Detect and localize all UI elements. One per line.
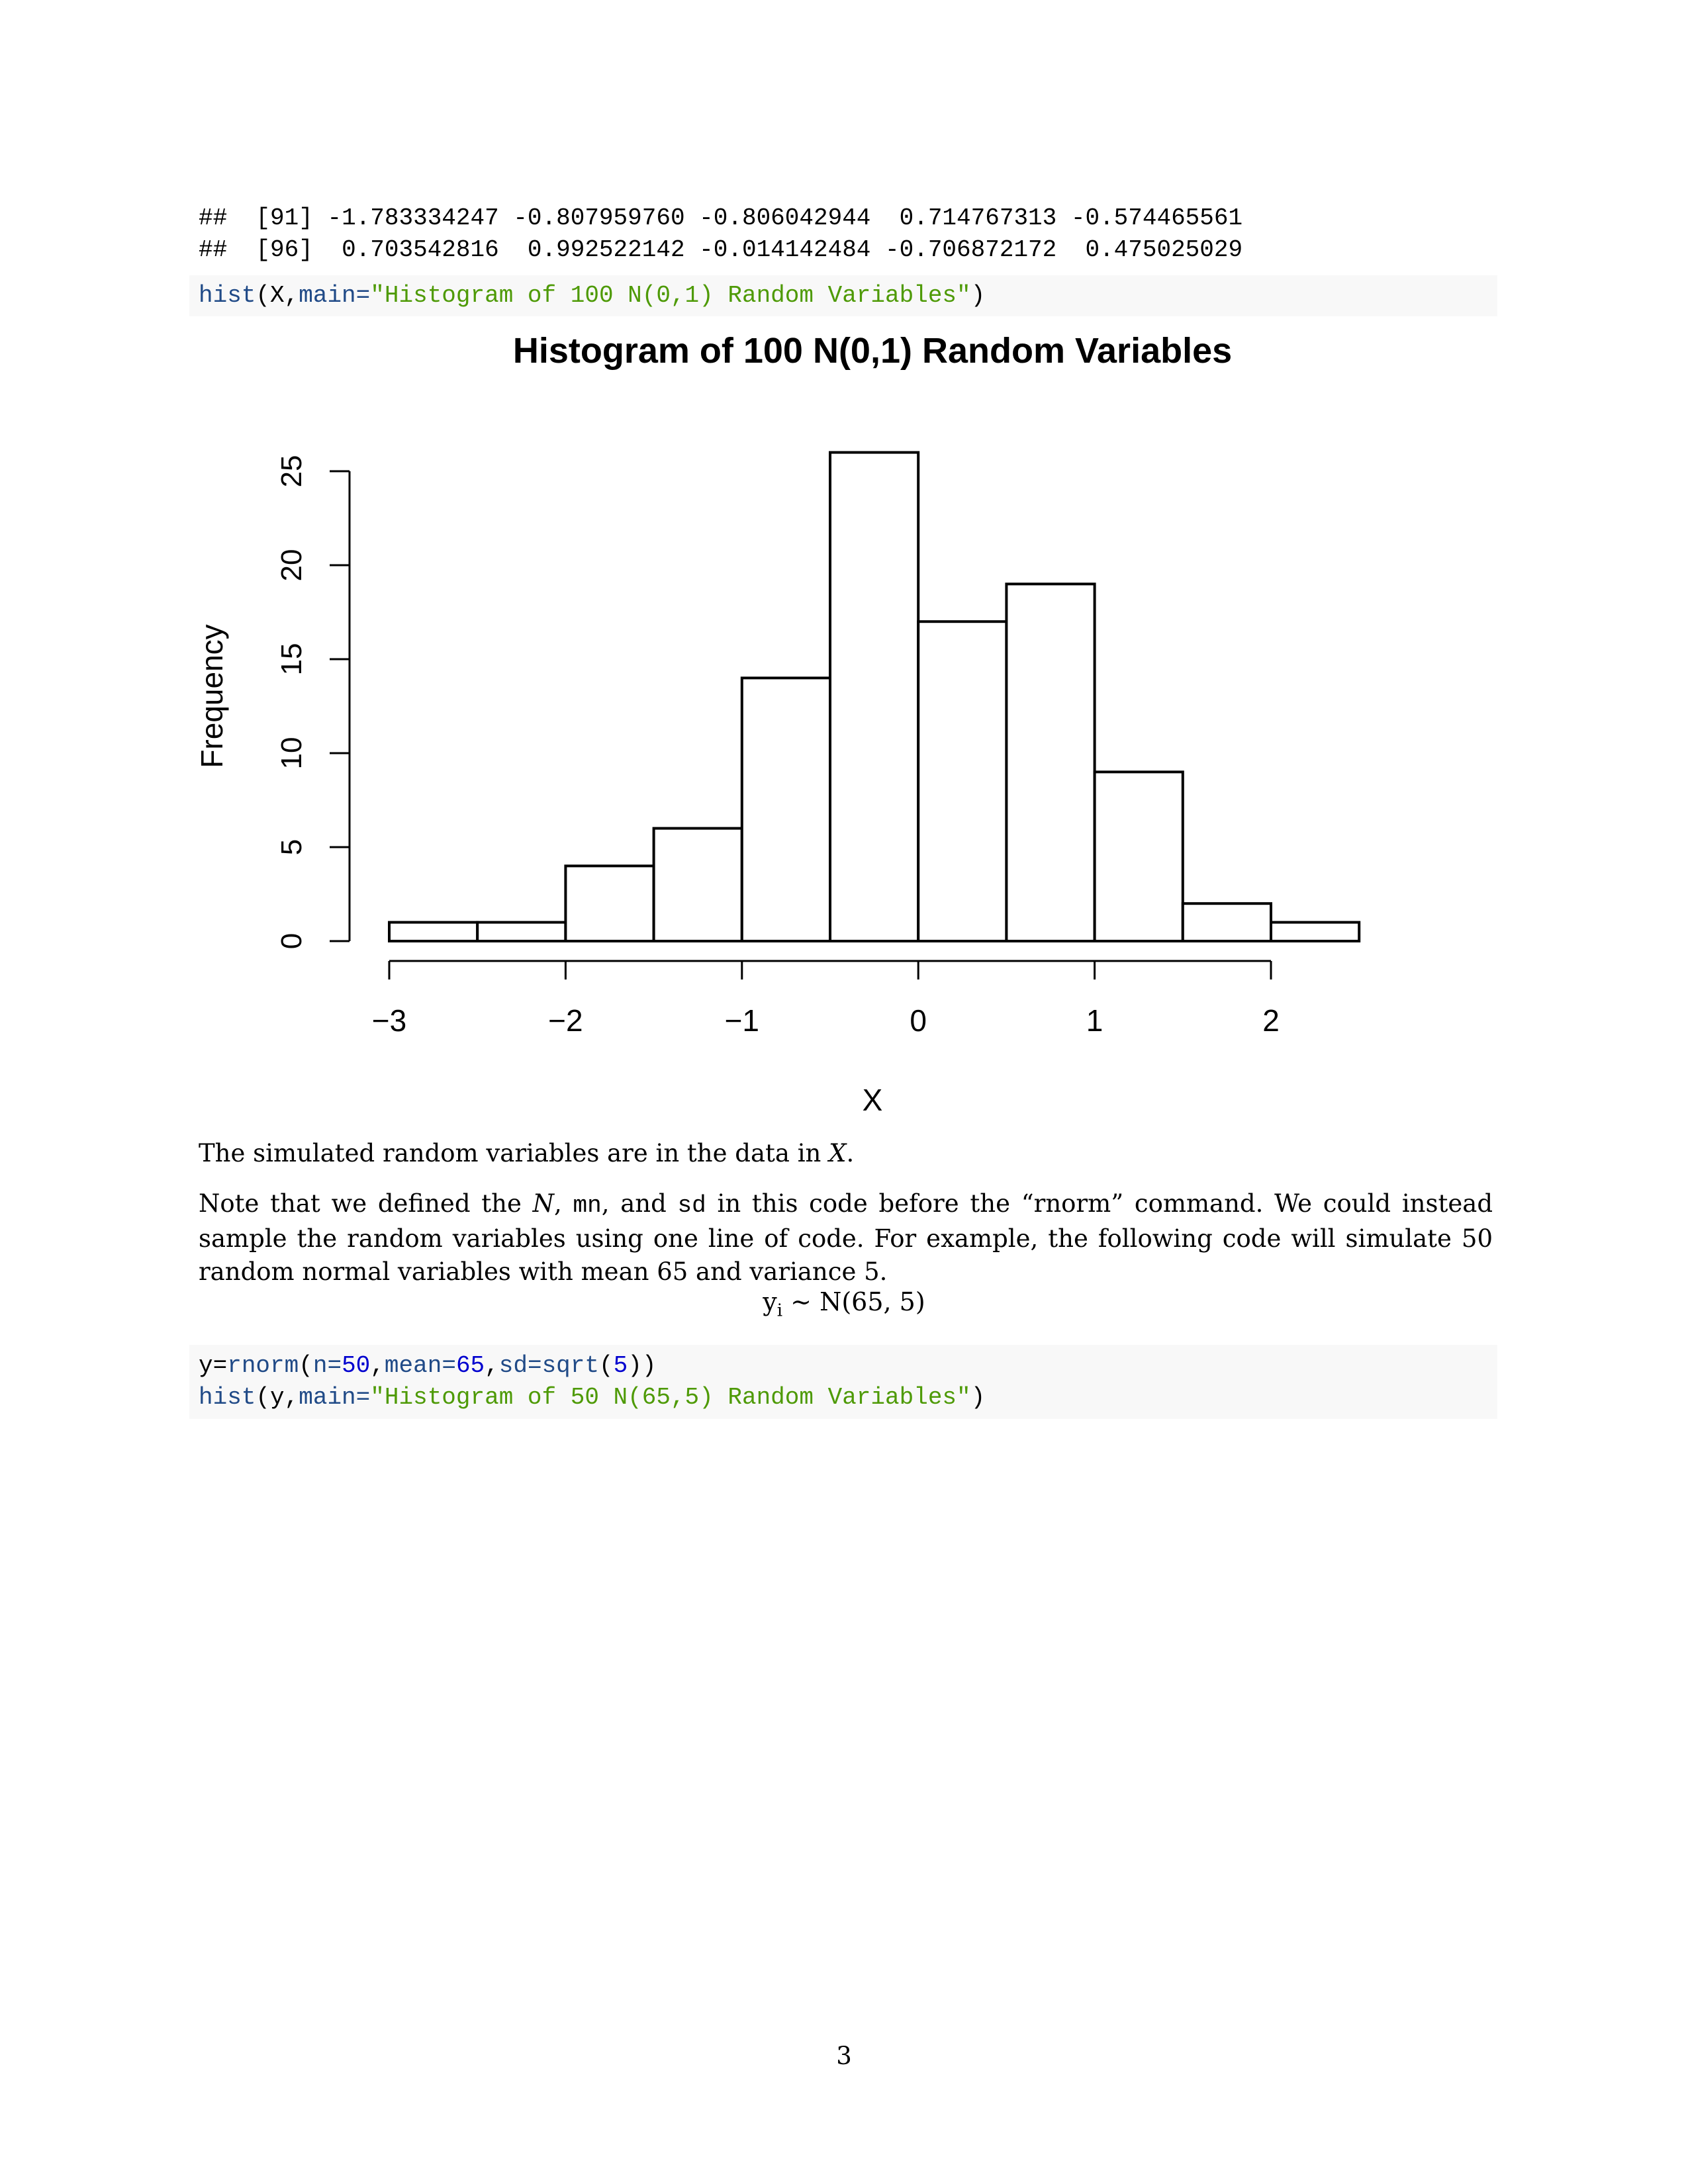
math-arguments: (65, 5) (841, 1287, 925, 1316)
code-keyword-arg: mean= (384, 1352, 456, 1379)
code-assignment: y= (199, 1352, 228, 1379)
code-keyword-arg: main= (299, 1384, 371, 1411)
y-tick-label-5: 5 (275, 839, 308, 856)
output-values: -1.783334247 -0.807959760 -0.806042944 0.714767313 -0.574465561 (327, 205, 1243, 232)
code-paren: ( (256, 282, 271, 309)
code-argument: y, (270, 1384, 299, 1411)
y-tick-label-0: 0 (275, 933, 308, 950)
output-prefix: ## (199, 236, 228, 263)
histogram-bar-6 (918, 621, 1006, 941)
code-paren: ) (970, 282, 986, 309)
code-string: "Histogram of 100 N(0,1) Random Variables" (370, 282, 971, 309)
paragraph-text: , (553, 1189, 573, 1218)
histogram-bars (389, 453, 1359, 941)
histogram-bar-0 (389, 923, 477, 941)
page-number: 3 (836, 2042, 852, 2070)
code-paren: )) (628, 1352, 657, 1379)
output-values: 0.703542816 0.992522142 -0.014142484 -0.706872172 0.475025029 (327, 236, 1243, 263)
math-variable: X (829, 1139, 847, 1167)
code-string: "Histogram of 50 N(65,5) Random Variables" (370, 1384, 971, 1411)
output-index: [91] (256, 205, 313, 232)
x-tick-label-1: −2 (548, 1003, 583, 1038)
code-function: hist (199, 282, 256, 309)
histogram-bar-5 (830, 453, 918, 941)
y-axis (275, 455, 350, 950)
histogram-bar-2 (565, 866, 653, 941)
histogram-bar-4 (742, 678, 830, 941)
math-variable: N (820, 1287, 842, 1316)
code-paren: ( (256, 1384, 271, 1411)
paragraph-note (199, 1187, 1493, 1289)
code-keyword-arg: n= (312, 1352, 342, 1379)
code-argument: X, (270, 282, 299, 309)
equation (0, 1287, 1688, 1321)
code-comma: , (485, 1352, 499, 1379)
code-paren: ( (299, 1352, 313, 1379)
histogram-bar-3 (654, 829, 742, 941)
histogram-bar-9 (1183, 903, 1271, 941)
chart-title: Histogram of 100 N(0,1) Random Variables (512, 331, 1233, 371)
code-line (199, 1382, 1497, 1414)
paragraph-text: in this code before the “rnorm” command. We could instead sample the random variables using one line of code. For example, the following code will simulate 50 random normal variables with mean 65 and variance 5. (199, 1189, 1493, 1286)
code-keyword-arg: sd= (498, 1352, 542, 1379)
y-axis-label: Frequency (195, 624, 229, 768)
paragraph-text: Note that we defined the (199, 1189, 533, 1218)
x-tick-label-3: 0 (910, 1003, 927, 1038)
paragraph-text: The simulated random variables are in the data in (199, 1139, 829, 1167)
histogram-bar-8 (1095, 772, 1183, 941)
inline-code: sd (677, 1192, 706, 1219)
paragraph-simulated-variables (199, 1137, 1493, 1170)
y-tick-label-20: 20 (275, 549, 308, 582)
code-paren: ( (599, 1352, 614, 1379)
code-function: rnorm (227, 1352, 299, 1379)
x-tick-label-0: −3 (371, 1003, 407, 1038)
histogram-bar-1 (477, 923, 565, 941)
math-subscript: i (776, 1300, 783, 1321)
code-paren: ) (970, 1384, 986, 1411)
code-block-rnorm (189, 1345, 1497, 1419)
y-tick-label-10: 10 (275, 737, 308, 770)
code-keyword-arg: main= (299, 282, 371, 309)
paragraph-text: , and (601, 1189, 678, 1218)
math-variable: y (763, 1287, 777, 1316)
histogram-bar-7 (1006, 584, 1094, 941)
y-tick-label-25: 25 (275, 455, 308, 488)
x-tick-label-2: −1 (724, 1003, 760, 1038)
y-tick-label-15: 15 (275, 643, 308, 676)
output-prefix: ## (199, 205, 228, 232)
code-number: 65 (455, 1352, 485, 1379)
inline-code: mn (573, 1192, 602, 1219)
code-number: 50 (342, 1352, 371, 1379)
code-number: 5 (613, 1352, 628, 1379)
x-axis (372, 961, 1280, 1038)
code-comma: , (370, 1352, 385, 1379)
code-function: sqrt (541, 1352, 599, 1379)
output-index: [96] (256, 236, 313, 263)
x-tick-label-5: 2 (1262, 1003, 1280, 1038)
x-tick-label-4: 1 (1086, 1003, 1103, 1038)
code-line (199, 1350, 1497, 1382)
math-variable: N (532, 1189, 554, 1218)
x-axis-label: X (862, 1083, 883, 1117)
paragraph-text: . (846, 1139, 855, 1167)
histogram-bar-10 (1271, 923, 1359, 941)
code-function: hist (199, 1384, 256, 1411)
math-relation: ∼ (782, 1287, 820, 1316)
